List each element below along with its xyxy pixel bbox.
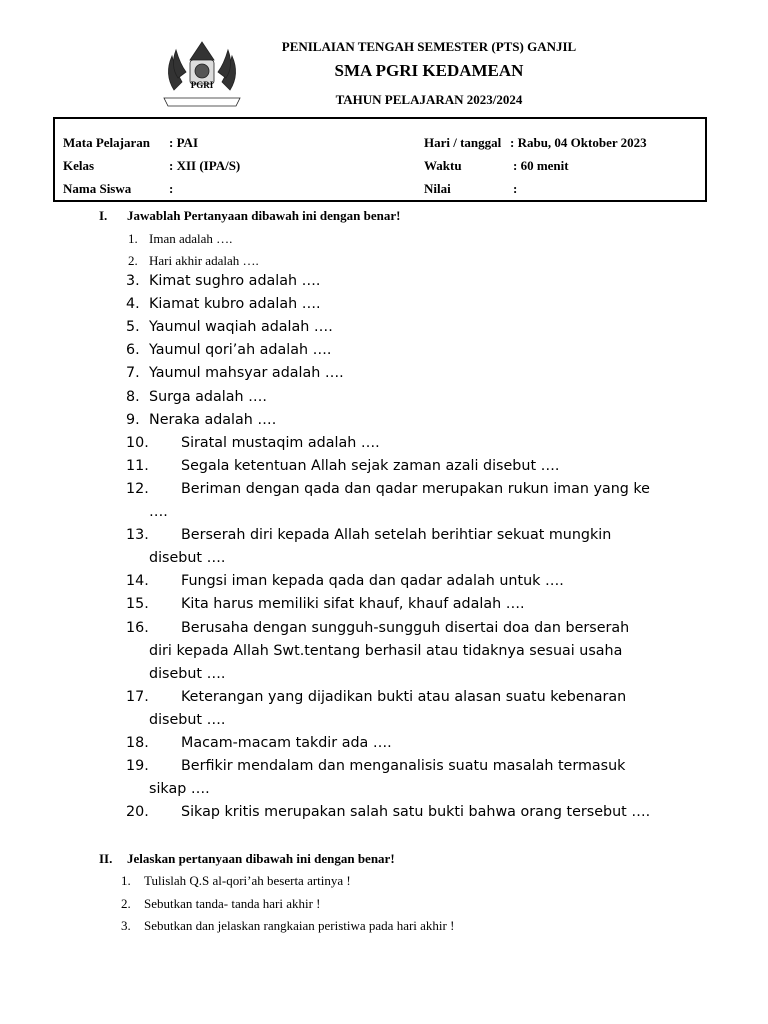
question-number: 19.: [126, 758, 149, 775]
section-2-number: II.: [99, 851, 113, 866]
question-text: Hari akhir adalah ….: [149, 252, 259, 268]
question-number: 4.: [126, 296, 140, 313]
question-text: Berserah diri kepada Allah setelah berihtiar sekuat mungkin: [181, 527, 612, 544]
question-number: 3.: [126, 273, 140, 289]
question-text: Berfikir mendalam dan menganalisis suatu masalah termasuk: [181, 758, 626, 775]
question-number: 16.: [126, 619, 149, 636]
question-number: 11.: [126, 457, 149, 474]
question-text: disebut ….: [149, 711, 226, 728]
question-number: 18.: [126, 735, 149, 751]
academic-year: TAHUN PELAJARAN 2023/2024: [335, 92, 523, 107]
essay-question-number: 1.: [121, 873, 131, 888]
date-value: : Rabu, 04 Oktober 2023: [510, 135, 647, 150]
question-text: disebut ….: [149, 550, 226, 567]
question-text: Iman adalah ….: [149, 231, 233, 246]
svg-text:PGRI: PGRI: [190, 80, 214, 90]
question-text: diri kepada Allah Swt.tentang berhasil atau tidaknya sesuai usaha: [149, 642, 623, 659]
question-number: 5.: [126, 319, 140, 336]
essay-question-text: Sebutkan tanda- tanda hari akhir !: [144, 895, 321, 911]
question-text: Yaumul waqiah adalah ….: [149, 319, 333, 336]
question-text: Sikap kritis merupakan salah satu bukti bahwa orang tersebut ….: [181, 804, 651, 821]
time-value: : 60 menit: [513, 158, 569, 173]
essay-question-text: Sebutkan dan jelaskan rangkaian peristiwa pada hari akhir !: [144, 918, 455, 933]
essay-question-text: Tulislah Q.S al-qori’ah beserta artinya !: [144, 873, 351, 888]
question-text: Kimat sughro adalah ….: [149, 273, 321, 289]
question-text: Siratal mustaqim adalah ….: [181, 434, 380, 451]
question-text: Berusaha dengan sungguh-sungguh disertai doa dan berserah: [181, 619, 630, 636]
question-text: Kiamat kubro adalah ….: [149, 296, 321, 313]
question-number: 7.: [126, 365, 140, 382]
question-text: Surga adalah ….: [149, 388, 267, 405]
question-number: 14.: [126, 573, 149, 590]
question-text: Kita harus memiliki sifat khauf, khauf adalah ….: [181, 596, 525, 613]
question-number: 17.: [126, 688, 149, 705]
question-text: Beriman dengan qada dan qadar merupakan rukun iman yang ke: [181, 480, 650, 497]
section-1-number: I.: [99, 208, 108, 223]
class-value: : XII (IPA/S): [169, 158, 241, 173]
question-number: 12.: [126, 480, 149, 497]
pgri-logo: [160, 38, 244, 110]
question-text: Fungsi iman kepada qada dan qadar adalah untuk ….: [181, 573, 564, 590]
subject-value: : PAI: [169, 135, 199, 150]
question-text: Segala ketentuan Allah sejak zaman azali disebut ….: [181, 457, 560, 474]
score-label: Nilai: [424, 181, 451, 196]
question-text: sikap ….: [149, 781, 210, 798]
student-name-label: Nama Siswa: [63, 181, 132, 196]
question-text: Yaumul qori’ah adalah ….: [149, 342, 332, 359]
question-number: 15.: [126, 596, 149, 613]
date-label: Hari / tanggal: [424, 135, 502, 150]
question-number: 13.: [126, 527, 149, 544]
subject-label: Mata Pelajaran: [63, 135, 151, 150]
section-1-title: Jawablah Pertanyaan dibawah ini dengan benar!: [127, 208, 401, 223]
question-text: Keterangan yang dijadikan bukti atau alasan suatu kebenaran: [181, 688, 627, 705]
question-text: Neraka adalah ….: [149, 411, 277, 428]
essay-question-number: 2.: [121, 895, 131, 911]
exam-title: PENILAIAN TENGAH SEMESTER (PTS) GANJIL: [281, 39, 577, 54]
question-number: 1.: [128, 231, 138, 246]
question-number: 9.: [126, 411, 140, 428]
question-number: 8.: [126, 388, 140, 405]
score-value: :: [513, 181, 518, 196]
class-label: Kelas: [63, 158, 95, 173]
question-number: 10.: [126, 434, 149, 451]
time-label: Waktu: [424, 158, 462, 173]
section-2-title: Jelaskan pertanyaan dibawah ini dengan benar!: [127, 851, 395, 866]
student-info-box: [53, 117, 707, 202]
question-text: ….: [149, 504, 168, 520]
question-number: 6.: [126, 342, 140, 359]
school-name: SMA PGRI KEDAMEAN: [334, 61, 524, 80]
question-text: Macam-macam takdir ada ….: [181, 735, 392, 751]
question-number: 2.: [128, 252, 138, 268]
question-number: 20.: [126, 804, 149, 821]
essay-question-number: 3.: [121, 918, 131, 933]
student-name-value: :: [169, 181, 174, 196]
question-text: Yaumul mahsyar adalah ….: [149, 365, 344, 382]
question-text: disebut ….: [149, 665, 226, 682]
